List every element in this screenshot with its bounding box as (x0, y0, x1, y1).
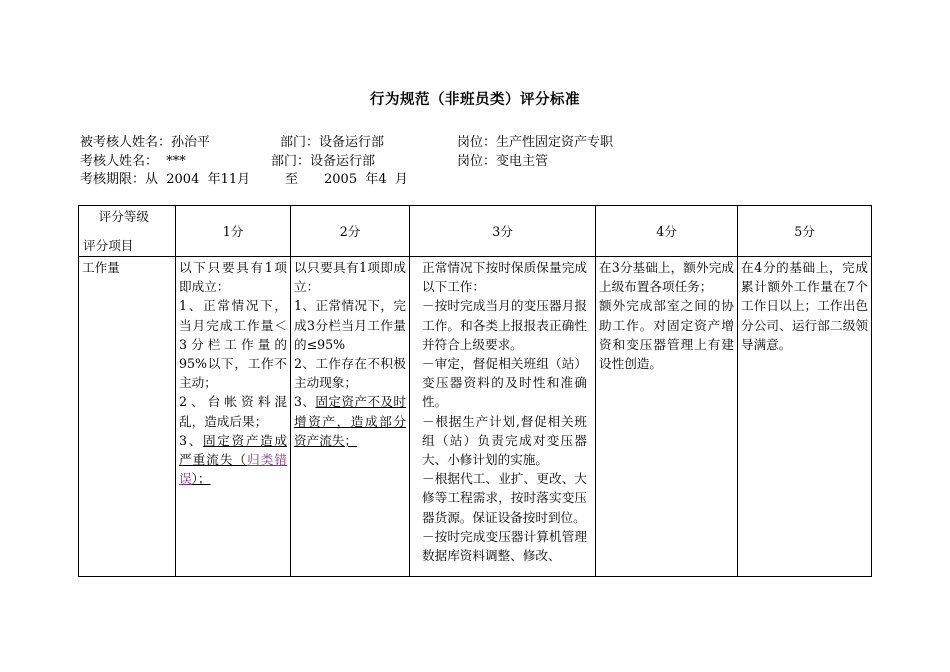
category-error-link[interactable]: 归类错误 (179, 452, 288, 487)
period-end: 2005 年4 月 (324, 172, 408, 187)
underlined-text: 固定资产不及时增资产，造成部分资产流失； (294, 394, 407, 448)
score-header-5: 5分 (738, 206, 872, 257)
score-4-criteria (596, 257, 738, 577)
score-header-2: 2分 (291, 206, 410, 257)
underlined-text: ）； (191, 471, 211, 487)
header-diagonal-cell (79, 206, 176, 257)
score-header-4: 4分 (596, 206, 738, 257)
criteria-line: 额外完成部室之间的协助工作。对固定资产增资和变压器管理上有建设性创造。 (599, 298, 734, 372)
score-2-criteria (291, 257, 410, 577)
criteria-line: 在4分的基础上，完成累计额外工作量在7个工作日以上；工作出色分公司、运行部二级领导满意。 (741, 260, 868, 352)
score-1-criteria (176, 257, 291, 577)
period-to: 至 (285, 172, 299, 187)
criteria-prefix: 3、 (179, 432, 203, 448)
examinee-name: 被考核人姓名：孙治平 (80, 135, 211, 150)
score-5-criteria (738, 257, 872, 577)
examiner-department: 部门：设备运行部 (271, 154, 376, 169)
criteria-line (179, 431, 287, 489)
criteria-line: －按时完成变压器计算机管理数据库资料调整、修改、 (422, 528, 587, 564)
criteria-line: －审定，督促相关班组（站）变压器资料的及时性和准确性。 (422, 356, 587, 410)
score-header-3: 3分 (410, 206, 596, 257)
page-title: 行为规范（非班员类）评分标准 (370, 92, 580, 108)
grade-label: 评分等级 (98, 209, 149, 224)
header-row (79, 206, 872, 257)
criteria-line: 在3分基础上，额外完成上级布置各项任务； (599, 260, 734, 295)
period-start: 考核期限：从 2004 年11月 (80, 172, 251, 187)
examinee-post: 岗位：生产性固定资产专职 (457, 135, 614, 150)
score-3-criteria (410, 257, 596, 577)
table-row (79, 257, 872, 577)
item-cell: 工作量 (79, 257, 176, 577)
criteria-line: 2、工作存在不积极主动现象； (294, 356, 406, 391)
scoring-table (78, 205, 872, 577)
examinee-department: 部门：设备运行部 (280, 135, 385, 150)
criteria-prefix: 3、 (294, 394, 316, 410)
examiner-post: 岗位：变电主管 (457, 154, 549, 169)
item-label: 评分项目 (83, 237, 134, 253)
criteria-line: 1、正常情况下，完成3分栏当月工作量的≤95% (294, 298, 406, 352)
examiner-name: 考核人姓名： *** (80, 154, 186, 169)
criteria-line: －根据生产计划,督促相关班组（站）负责完成对变压器大、小修计划的实施。 (422, 413, 587, 468)
underlined-text: 固定资产造成严重流失（ (179, 432, 288, 468)
criteria-line: 1、正常情况下，当月完成工作量＜3分栏工作量的95%以下，工作不主动； (179, 298, 287, 391)
criteria-line: 以下只要具有1项即成立： (179, 260, 287, 295)
criteria-line: 2、台帐资料混乱，造成后果； (179, 394, 287, 429)
criteria-line (294, 392, 406, 450)
criteria-line: －按时完成当月的变压器月报工作。和各类上报报表正确性并符合上级要求。 (422, 298, 587, 352)
criteria-line: 正常情况下按时保质保量完成以下工作： (422, 260, 587, 295)
criteria-line: 以只要具有1项即成立： (294, 260, 406, 295)
criteria-line: －根据代工、业扩、更改、大修等工程需求，按时落实变压器货源。保证设备按时到位。 (422, 471, 587, 525)
score-header-1: 1分 (176, 206, 291, 257)
